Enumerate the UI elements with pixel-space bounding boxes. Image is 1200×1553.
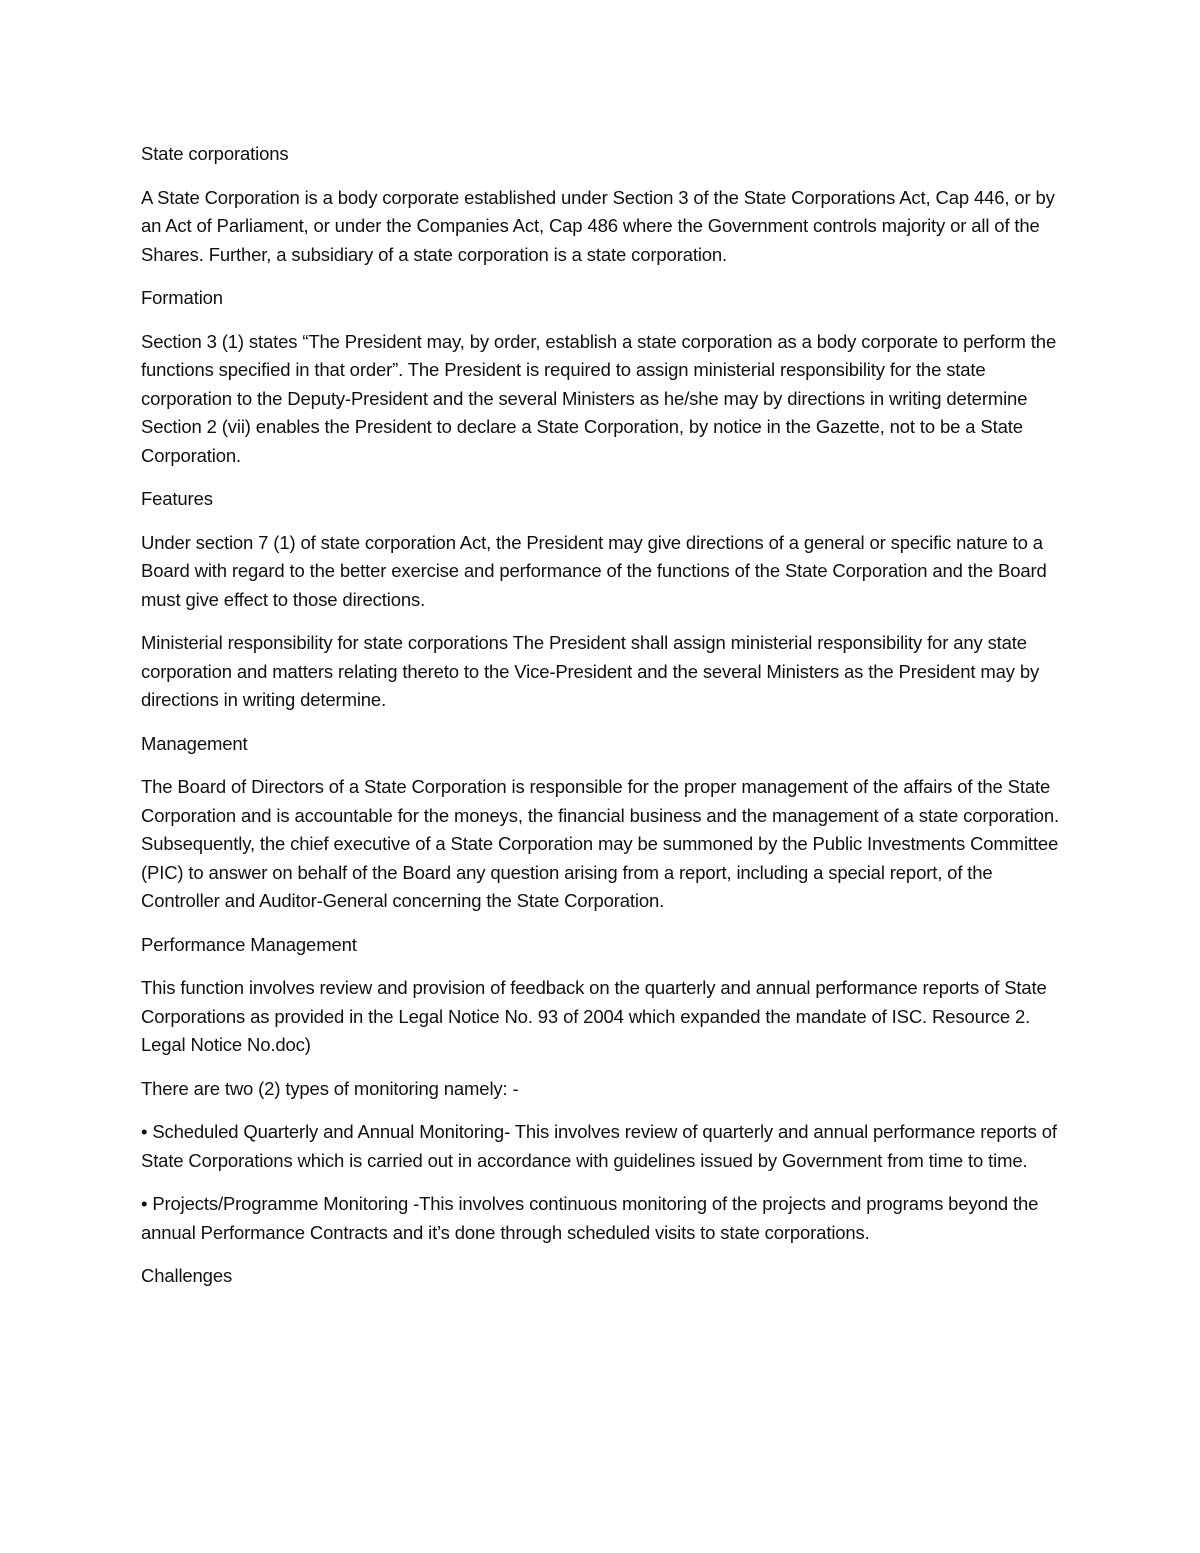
section-heading-state-corporations: State corporations: [141, 143, 289, 164]
bullet-item-scheduled-monitoring: [141, 1118, 1066, 1175]
section-heading-challenges: Challenges: [141, 1265, 233, 1286]
bullet-text: Projects/Programme Monitoring -This involves continuous monitoring of the projects and programs beyond the annual Performance Contracts and it’s done through scheduled visits to state corporations.: [141, 1193, 1039, 1243]
paragraph-formation: Section 3 (1) states “The President may, by order, establish a state corporation as a body corporate to perform the functions specified in that order”. The President is required to assign ministerial responsibility for the state corporation to the Deputy-President and the several Ministers as he/she may by directions in writing determine Section 2 (vii) enables the President to declare a State Corporation, by notice in the Gazette, not to be a State Corporation.: [141, 330, 1057, 466]
paragraph-performance-function: This function involves review and provision of feedback on the quarterly and annual performance reports of State Corporations as provided in the Legal Notice No. 93 of 2004 which expanded the mandate of ISC. Resource 2. Legal Notice No.doc): [141, 977, 1047, 1055]
section-heading-features: Features: [141, 488, 213, 509]
section-heading-management: Management: [141, 732, 248, 754]
bullet-text: Scheduled Quarterly and Annual Monitoring- This involves review of quarterly and annual performance reports of State Corporations which is carried out in accordance with guidelines issued by Government from time to time.: [141, 1121, 1057, 1171]
section-heading-performance-management: Performance Management: [141, 933, 357, 955]
paragraph-definition: A State Corporation is a body corporate established under Section 3 of the State Corporations Act, Cap 446, or by an Act of Parliament, or under the Companies Act, Cap 486 where the Government controls majority or all of the Shares. Further, a subsidiary of a state corporation is a state corporation.: [141, 186, 1055, 265]
bullet-icon: •: [141, 1193, 148, 1214]
paragraph-features-ministerial: Ministerial responsibility for state corporations The President shall assign ministerial responsibility for any state corporation and matters relating thereto to the Vice-President and the several Ministers as the President may by directions in writing determine.: [141, 632, 1040, 710]
paragraph-monitoring-types: There are two (2) types of monitoring namely: -: [141, 1077, 519, 1099]
section-heading-formation: Formation: [141, 287, 223, 308]
paragraph-management: The Board of Directors of a State Corporation is responsible for the proper management of the affairs of the State Corporation and is accountable for the moneys, the financial business and the management of a state corporation. Subsequently, the chief executive of a State Corporation may be summoned by the Public Investments Committee (PIC) to answer on behalf of the Board any question arising from a report, including a special report, of the Controller and Auditor-General concerning the State Corporation.: [141, 776, 1060, 911]
document-page: [141, 140, 1066, 1306]
paragraph-features-directions: Under section 7 (1) of state corporation Act, the President may give directions of a general or specific nature to a Board with regard to the better exercise and performance of the functions of the State Corporation and the Board must give effect to those directions.: [141, 531, 1047, 610]
bullet-item-projects-monitoring: [141, 1190, 1066, 1247]
bullet-icon: •: [141, 1121, 148, 1142]
